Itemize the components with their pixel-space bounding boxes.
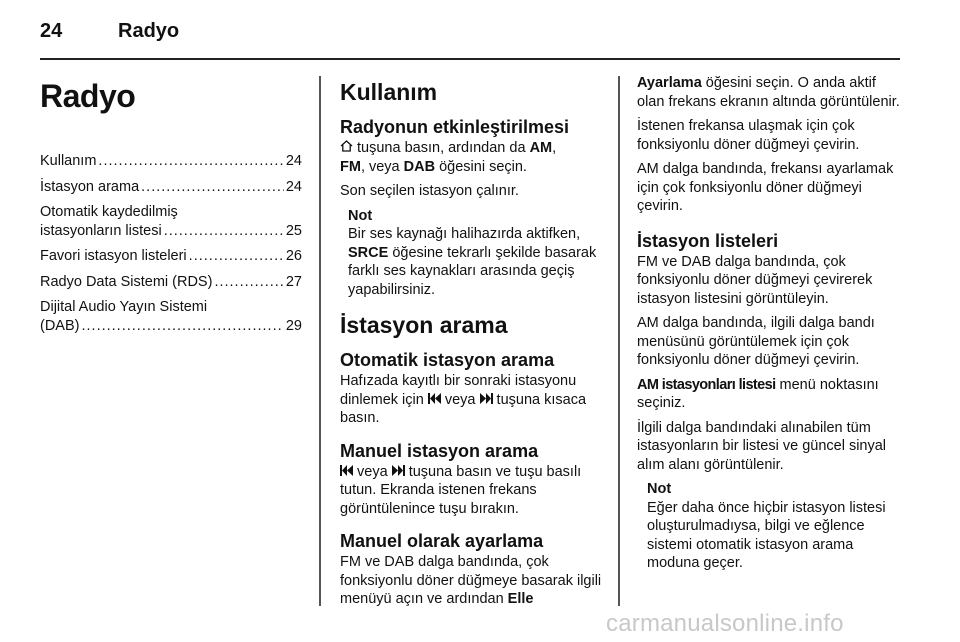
toc-item-rds[interactable]: Radyo Data Sistemi (RDS) ..... 27 <box>40 273 302 292</box>
skip-next-icon <box>480 391 493 410</box>
note-box <box>348 207 606 300</box>
tuning-text-3: AM dalga bandında, frekansı ayarlamak için çok fonksiyonlu döner düğmeyi çevirin. <box>637 161 894 214</box>
column-divider-left <box>319 76 321 606</box>
toc-item-istasyon-arama[interactable]: İstasyon arama ..... 24 <box>40 178 302 197</box>
subsection-title-tuning: Manuel olarak ayarlama <box>340 531 544 551</box>
toc-page: 26 <box>285 248 302 264</box>
toc-page: 24 <box>285 178 302 195</box>
toc-page: 25 <box>285 222 302 239</box>
header-rule <box>40 58 900 60</box>
watermark: carmanualsonline.info <box>606 610 844 637</box>
station-lists-text-2: AM dalga bandında, ilgili dalga bandı menüsünü görüntülemek için çok fonksiyonlu döner düğmeyi çevirin. <box>637 315 875 368</box>
page-number: 24 <box>40 20 63 42</box>
toc-page: 27 <box>285 273 302 290</box>
home-icon <box>340 139 353 158</box>
subsection-title-auto: Otomatik istasyon arama <box>340 350 555 370</box>
activation-paragraph: tuşuna basın, ardından da AM, FM, veya DAB öğesini seçin. <box>340 140 557 175</box>
skip-next-icon <box>392 463 405 482</box>
running-head: Radyo <box>118 20 180 42</box>
table-of-contents <box>40 152 302 335</box>
subsection-title-manual: Manuel istasyon arama <box>340 440 539 461</box>
toc-page: 29 <box>285 317 302 334</box>
toc-page: 24 <box>285 153 302 169</box>
station-lists-text-3: AM istasyonları listesi menü noktasını seçiniz. <box>637 376 879 411</box>
auto-search-text: Hafızada kayıtlı bir sonraki istasyonu dinlemek için veya tuşuna kısaca basın. <box>340 373 587 426</box>
toc-item-favori[interactable]: Favori istasyon listeleri ..... 26 <box>40 247 302 266</box>
subsection-title-activation: Radyonun etkinleştirilmesi <box>340 117 570 137</box>
note-box <box>647 480 907 573</box>
column-divider-right <box>618 76 620 606</box>
toc-item-kullanim[interactable]: Kullanım ..... 24 <box>40 152 302 171</box>
content-column-right <box>637 74 907 579</box>
note-title: Not <box>348 207 373 224</box>
chapter-title: Radyo <box>40 78 136 114</box>
skip-previous-icon <box>340 463 353 482</box>
note-text: Bir ses kaynağı halihazırda aktifken, SRCE öğesine tekrarlı şekilde basarak farklı ses kaynakları arasında geçiş yapabilirsiniz. <box>348 226 597 298</box>
subsection-title-station-lists: İstasyon listeleri <box>637 230 779 251</box>
manual-search-text: veya tuşuna basın ve tuşu basılı tutun. Ekranda istenen frekans görüntülenince tuşu bırakın. <box>340 463 582 517</box>
tuning-text-continued: Ayarlama öğesini seçin. O anda aktif olan frekans ekranın altında görüntülenir. <box>637 75 900 110</box>
note-title: Not <box>647 481 672 497</box>
toc-column <box>40 74 302 342</box>
last-station-text: Son seçilen istasyon çalınır. <box>340 183 519 199</box>
toc-item-otomatik-liste[interactable]: Otomatik kaydedilmiş istasyonların listesi ..... 25 <box>40 203 302 240</box>
skip-previous-icon <box>428 391 441 410</box>
content-column-middle <box>340 74 606 615</box>
station-lists-text-4: İlgili dalga bandındaki alınabilen tüm istasyonların bir listesi ve güncel sinyal alım alanı görüntülenir. <box>637 419 887 473</box>
toc-item-dab[interactable]: Dijital Audio Yayın Sistemi (DAB) ..... 29 <box>40 298 302 335</box>
tuning-text: FM ve DAB dalga bandında, çok fonksiyonlu döner düğmeye basarak ilgili menüyü açın ve ardından Elle <box>340 554 602 607</box>
section-title-kullanim: Kullanım <box>340 79 438 105</box>
page-header <box>40 20 900 50</box>
note-text: Eğer daha önce hiçbir istasyon listesi oluşturulmadıysa, bilgi ve eğlence sistemi otomatik istasyon arama moduna geçer. <box>647 499 886 571</box>
station-lists-text-1: FM ve DAB dalga bandında, çok fonksiyonlu döner düğmeyi çevirerek istasyon listesini görüntüleyin. <box>637 253 873 307</box>
section-title-istasyon-arama: İstasyon arama <box>340 312 508 338</box>
tuning-text-2: İstenen frekansa ulaşmak için çok fonksiyonlu döner düğmeyi çevirin. <box>637 118 860 153</box>
